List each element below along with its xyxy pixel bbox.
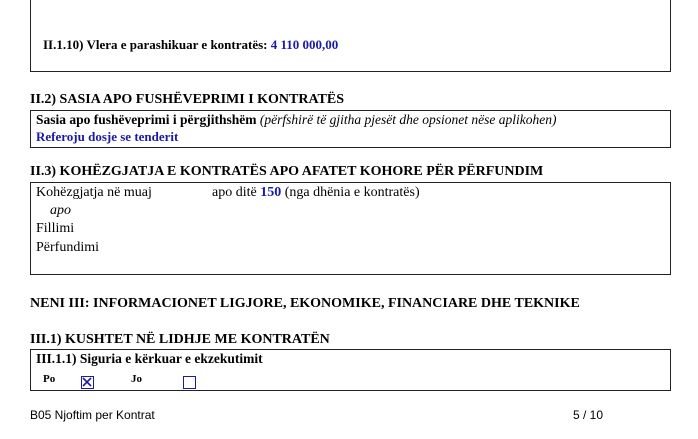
footer-doc-title: B05 Njoftim per Kontrat: [30, 408, 155, 422]
estimated-value-amount: 4 110 000,00: [270, 37, 339, 52]
duration-months-label: Kohëzgjatja në muaj: [36, 185, 152, 200]
section-ii-2-heading: II.2) SASIA APO FUSHËVEPRIMI I KONTRATËS: [30, 92, 345, 107]
no-checkbox[interactable]: [183, 376, 196, 389]
days-suffix: (nga dhënia e kontratës): [281, 185, 420, 200]
scope-label: Sasia apo fushëveprimi i përgjithshëm: [36, 112, 257, 127]
tender-docs-link[interactable]: Referoju dosje se tenderit: [36, 129, 179, 144]
estimated-value-label: II.1.10) Vlera e parashikuar e kontratës:: [43, 37, 271, 52]
no-label: Jo: [131, 373, 142, 385]
start-label: Fillimi: [36, 221, 75, 236]
section-ii-1-10-box: [30, 0, 671, 72]
duration-days-row: [212, 185, 420, 201]
estimated-value-row: [43, 37, 338, 53]
footer-page-number: 5 / 10: [573, 408, 604, 422]
end-label: Përfundimi: [36, 240, 99, 255]
section-iii-1-heading: III.1) KUSHTET NË LIDHJE ME KONTRATËN: [30, 332, 330, 347]
days-prefix: apo ditë: [212, 185, 261, 200]
yes-checkbox[interactable]: [81, 376, 94, 389]
checkmark-x-icon: [82, 377, 92, 387]
scope-note: (përfshirë të gjitha pjesët dhe opsionet nëse aplikohen): [259, 112, 557, 127]
or-label: apo: [50, 203, 71, 218]
section-iii-heading: NENI III: INFORMACIONET LIGJORE, EKONOMIKE, FINANCIARE DHE TEKNIKE: [30, 296, 580, 311]
yes-label: Po: [43, 373, 56, 385]
section-ii-3-heading: II.3) KOHËZGJATJA E KONTRATËS APO AFATET KOHORE PËR PËRFUNDIM: [30, 164, 544, 179]
scope-row: [36, 112, 556, 128]
days-value: 150: [260, 185, 282, 200]
section-iii-1-1-heading: III.1.1) Siguria e kërkuar e ekzekutimit: [36, 351, 263, 366]
